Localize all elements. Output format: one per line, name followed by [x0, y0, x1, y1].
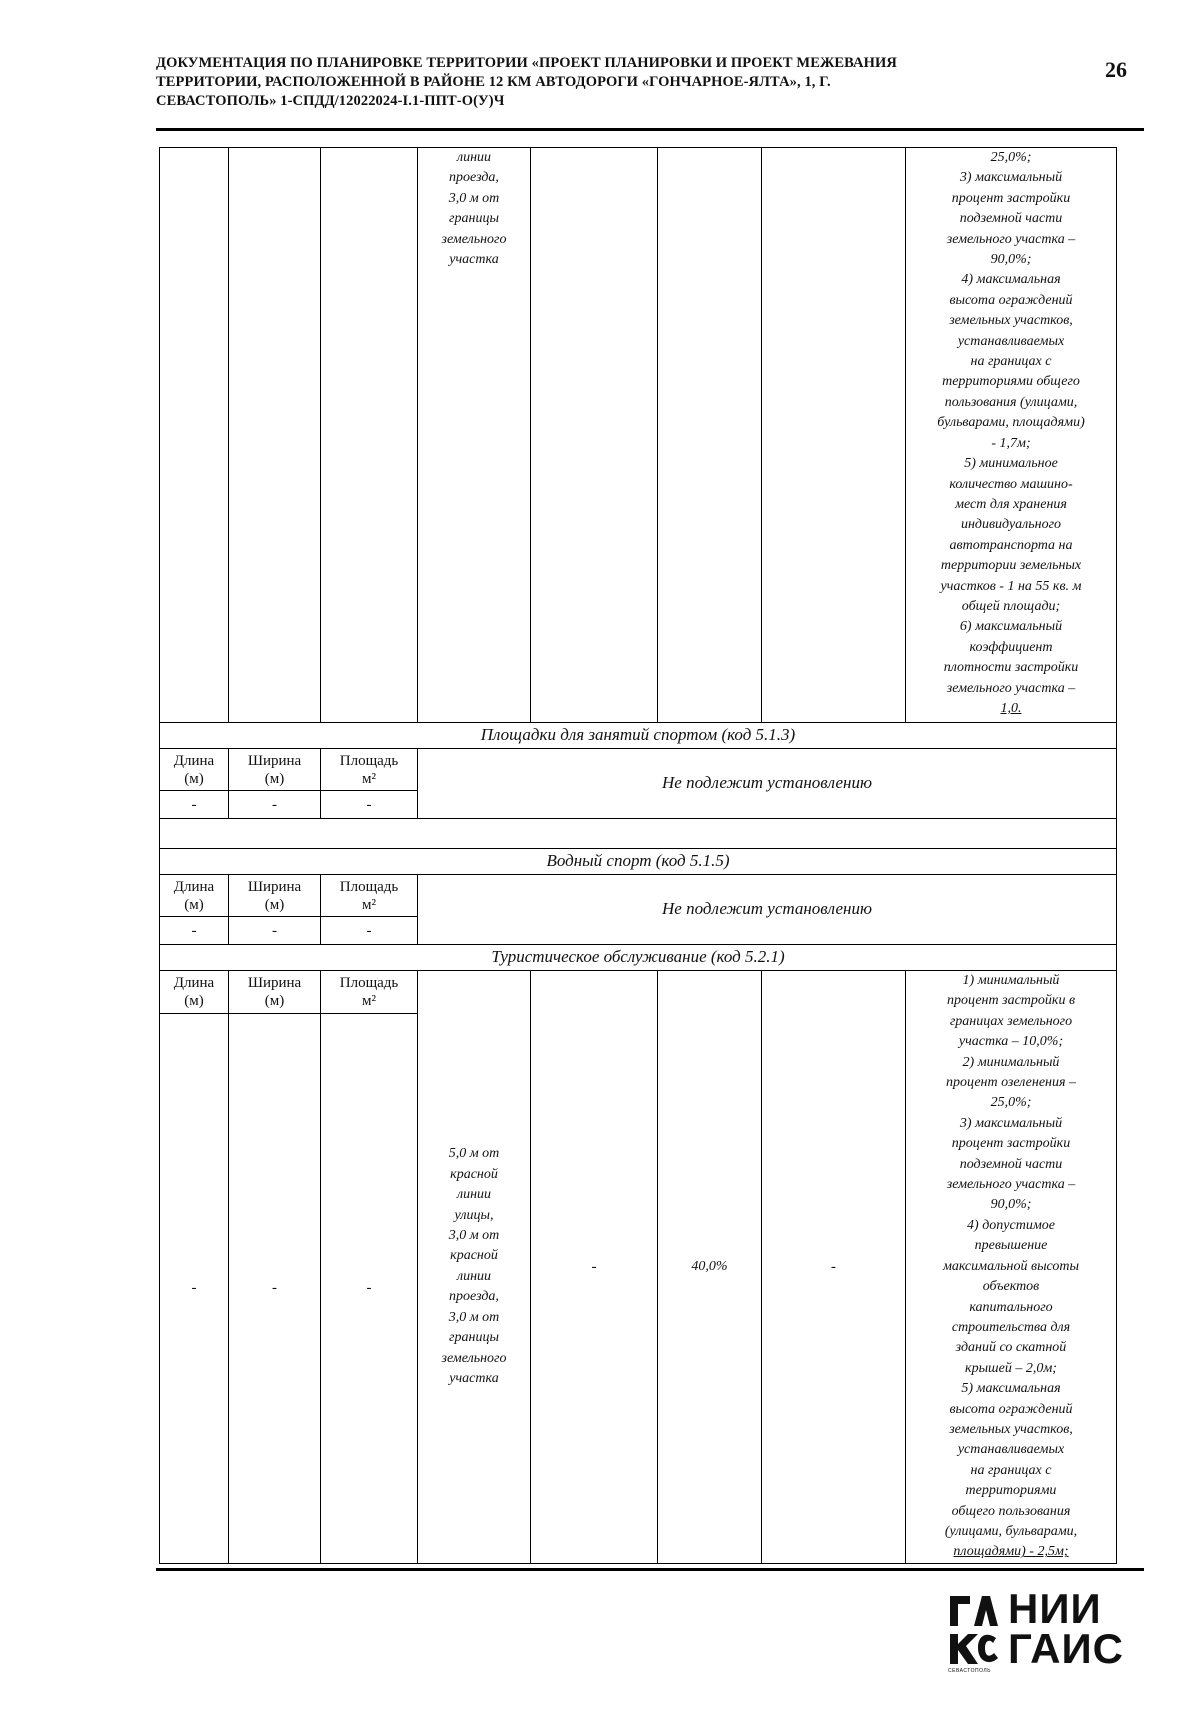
- section-header-row: [160, 849, 1117, 875]
- logo-text-nii: НИИ: [1008, 1585, 1102, 1632]
- logo-city-caption: СЕВАСТОПОЛЬ: [948, 1668, 991, 1674]
- tourism-col7: -: [762, 971, 906, 1564]
- length-header: Длина (м): [160, 749, 229, 791]
- continuation-row: [160, 148, 1117, 723]
- area-value: -: [321, 1013, 418, 1563]
- not-subject-text: Не подлежит установлению: [418, 875, 1117, 945]
- area-header: Площадь м²: [321, 875, 418, 917]
- width-value: -: [229, 917, 321, 945]
- dimension-header-row: [160, 875, 1117, 917]
- footer-rule: [156, 1568, 1144, 1571]
- length-header: Длина (м): [160, 875, 229, 917]
- section-title: Площадки для занятий спортом (код 5.1.3): [160, 723, 1117, 749]
- header-line-2: ТЕРРИТОРИИ, РАСПОЛОЖЕННОЙ В РАЙОНЕ 12 КМ АВТОДОРОГИ «ГОНЧАРНОЕ-ЯЛТА», 1, Г.: [156, 74, 831, 90]
- parameters-cell: 1) минимальный процент застройки в границах земельного участка – 10,0%; 2) минимальный процент озеленения – 25,0%; 3) максимальный процент застройки подземной части земельного участка – 90,0%; 4) допустимое превышение максимальной высоты объектов капитального строительства для зданий со скатной крышей – 2,0м; 5) максимальная высота ограждений земельных участков, устанавливаемых на границах с территориями общего пользования (улицами, бульварами, площадями) - 2,5м;: [906, 971, 1117, 1564]
- tourism-col5: -: [531, 971, 658, 1564]
- header-rule: [156, 128, 1144, 131]
- area-header: Площадь м²: [321, 749, 418, 791]
- nii-gais-logo: [948, 1585, 1128, 1678]
- page-number: 26: [1105, 57, 1127, 82]
- header-line-3: СЕВАСТОПОЛЬ» 1-СПДД/12022024-І.1-ППТ-О(У)Ч: [156, 93, 505, 109]
- width-header: Ширина (м): [229, 749, 321, 791]
- regulations-table: [159, 147, 1117, 1564]
- logo-emblem-icon: [948, 1592, 998, 1668]
- section-header-row: [160, 723, 1117, 749]
- length-header: Длина (м): [160, 971, 229, 1014]
- area-value: -: [321, 917, 418, 945]
- header-line-1: ДОКУМЕНТАЦИЯ ПО ПЛАНИРОВКЕ ТЕРРИТОРИИ «ПРОЕКТ ПЛАНИРОВКИ И ПРОЕКТ МЕЖЕВАНИЯ: [156, 55, 897, 71]
- section-title: Туристическое обслуживание (код 5.2.1): [160, 945, 1117, 971]
- not-subject-text: Не подлежит установлению: [418, 749, 1117, 819]
- width-value: -: [229, 791, 321, 819]
- length-value: -: [160, 917, 229, 945]
- tourism-header-row: [160, 971, 1117, 1014]
- length-value: -: [160, 1013, 229, 1563]
- setback-cell: 5,0 м от красной линии улицы, 3,0 м от красной линии проезда, 3,0 м от границы земельного участка: [418, 971, 531, 1564]
- width-header: Ширина (м): [229, 971, 321, 1014]
- section-header-row: [160, 945, 1117, 971]
- dimension-header-row: [160, 749, 1117, 791]
- building-percent: 40,0%: [658, 971, 762, 1564]
- width-header: Ширина (м): [229, 875, 321, 917]
- document-header: [156, 54, 1056, 111]
- area-value: -: [321, 791, 418, 819]
- logo-text-gais: ГАИС: [1008, 1625, 1125, 1672]
- spacer-row: [160, 819, 1117, 849]
- section-title: Водный спорт (код 5.1.5): [160, 849, 1117, 875]
- area-header: Площадь м²: [321, 971, 418, 1014]
- width-value: -: [229, 1013, 321, 1563]
- parameters-cell: 25,0%; 3) максимальный процент застройки подземной части земельного участка – 90,0%; 4) максимальная высота ограждений земельных участков, устанавливаемых на границах с территориями общего пользования (улицами, бульварами, площадями) - 1,7м; 5) минимальное количество машино- мест для хранения индивидуального автотранспорта на территории земельных участков - 1 на 55 кв. м общей площади; 6) максимальный коэффициент плотности застройки земельного участка – 1,0.: [906, 148, 1117, 723]
- setback-cell: линии проезда, 3,0 м от границы земельного участка: [418, 148, 531, 723]
- length-value: -: [160, 791, 229, 819]
